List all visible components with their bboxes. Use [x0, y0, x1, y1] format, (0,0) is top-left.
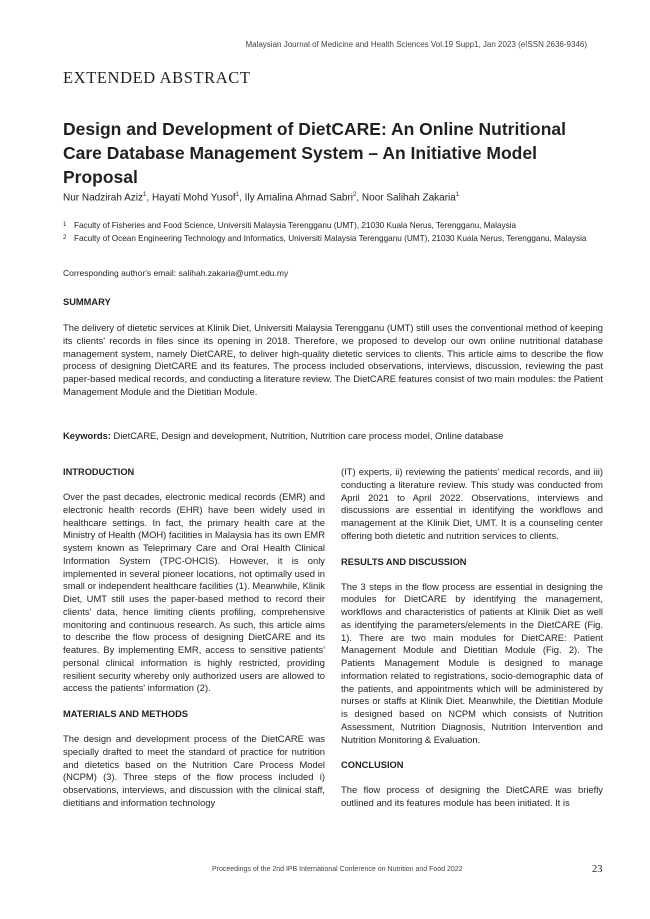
- results-text: The 3 steps in the flow process are essential in designing the modules for DietCARE by identifying the management, workflows and characteristics of patients at Klinik Diet as well as identifying the parameters/elements in the DietCARE (Fig. 1). There are two main modules for DietCARE: Patient Management Module and Dietitian Module (Fig. 2). The Patients Management Module is designed to manage information related to registrations, socio-demographic data of the patients, and appointments which will be administered by nurses or staffs at Klinik Diet. Meanwhile, the Dietitian Module is designed based on NCPM which consists of Nutrition Assessment, Nutrition Diagnosis, Nutrition Intervention and Nutrition Monitoring & Evaluation.: [341, 580, 603, 745]
- right-column: [341, 466, 603, 823]
- results-heading: RESULTS AND DISCUSSION: [341, 556, 467, 567]
- corresponding-email: Corresponding author's email: salihah.zakaria@umt.edu.my: [63, 268, 289, 278]
- author-name: Hayati Mohd Yusof: [151, 192, 236, 204]
- journal-header: Malaysian Journal of Medicine and Health Sciences Vol.19 Supp1, Jan 2023 (eISSN 2636-9346): [245, 40, 587, 49]
- author-separator: ,: [146, 192, 152, 204]
- section-tag: EXTENDED ABSTRACT: [63, 68, 251, 87]
- author-name: Noor Salihah Zakaria: [361, 192, 456, 204]
- footer-text: Proceedings of the 2nd IPB International Conference on Nutrition and Food 2022: [212, 866, 463, 873]
- methods-heading: MATERIALS AND METHODS: [63, 709, 188, 719]
- affiliation-number: 2: [63, 234, 67, 241]
- methods-text-continued: (IT) experts, ii) reviewing the patients' medical records, and iii) conducting a literature review. This study was conducted from April 2021 to April 2022. Observations, interviews and discussions are essential in identifying the workflows and management at the Klinik Diet, UMT. It is a counseling center offering both dietetic and nutrition services to clients.: [341, 466, 603, 541]
- author-affil-marker: 1: [235, 192, 240, 198]
- methods-text: The design and development process of the DietCARE was specially drafted to meet the standard of practice for nutrition and dietetics based on the Nutrition Care Process Model (NCPM) (3). Three steps of the flow process included i) observations, interviews, and discussion with the clinical staff, dietitians and information technology: [63, 733, 325, 808]
- keywords: [63, 430, 603, 441]
- introduction-heading: INTRODUCTION: [63, 467, 135, 477]
- affiliation-item: [63, 233, 603, 246]
- conclusion-heading: CONCLUSION: [341, 760, 404, 771]
- keywords-text: DietCARE, Design and development, Nutrition, Nutrition care process model, Online database: [110, 430, 504, 441]
- author-name: Ily Amalina Ahmad Sabri: [244, 192, 353, 204]
- author-name: Nur Nadzirah Aziz: [63, 192, 144, 204]
- author-affil-marker: 1: [143, 192, 147, 198]
- affiliation-list: [63, 220, 603, 245]
- author-separator: ,: [356, 192, 362, 204]
- affiliation-item: [63, 220, 603, 233]
- paper-title: Design and Development of DietCARE: An Online Nutritional Care Database Management System – An Initiative Model Proposal: [63, 119, 566, 187]
- summary-heading: SUMMARY: [63, 297, 111, 307]
- affiliation-text: Faculty of Ocean Engineering Technology and Informatics, Universiti Malaysia Terengganu (UMT), 21030 Kuala Nerus, Terengganu, Malaysia: [74, 233, 587, 243]
- conclusion-text: The flow process of designing the DietCARE was briefly outlined and its features module has been initiated. It is: [341, 784, 603, 808]
- keywords-label: Keywords:: [63, 430, 111, 441]
- affiliation-text: Faculty of Fisheries and Food Science, Universiti Malaysia Terengganu (UMT), 21030 Kuala Nerus, Terengganu, Malaysia: [74, 221, 517, 230]
- summary-text: The delivery of dietetic services at Klinik Diet, Universiti Malaysia Terengganu (UMT) still uses the conventional method of keeping its clients' records in files since its opening in 2018. Therefore, we proposed to develop our own online nutritional database management system, namely DietCARE, to deliver high-quality dietetic services to clients. This article aims to describe the flow process of designing DietCARE and its features. The process included observations, interviews, discussion, reviewing the past paper-based medical records, and conducting a literature review. The DietCARE features consist of two main modules: the Patient Management Module and the Dietitian Module.: [63, 322, 603, 397]
- author-affil-marker: 2: [353, 192, 357, 198]
- author-list: [63, 192, 459, 203]
- left-column: [63, 466, 325, 823]
- author-separator: ,: [239, 192, 245, 204]
- affiliation-number: 1: [63, 222, 67, 228]
- page-number: 23: [592, 864, 603, 875]
- author-affil-marker: 1: [455, 192, 460, 198]
- introduction-text: Over the past decades, electronic medical records (EMR) and electronic health records (EHR) have been widely used in healthcare settings. In fact, the primary health care at the Ministry of Health (MOH) facilities in Malaysia has its own EMR system known as Teleprimary Care and Oral Health Clinical Information System (TPC-OHCIS). However, it is only implemented in several pioneer locations, not optimally used in small or independent healthcare facilities (1). Meanwhile, Klinik Diet, UMT still uses the paper-based method to record their clients' data, hence limiting clients profiling, comprehensive monitoring and continuous research. As such, this article aims to describe the flow process of designing DietCARE and its features. By implementing EMR, access to sensitive patients' personal clinical information is highly restricted, providing resilient security whereby only authorized users are allowed to access the patients' information (2).: [63, 491, 325, 694]
